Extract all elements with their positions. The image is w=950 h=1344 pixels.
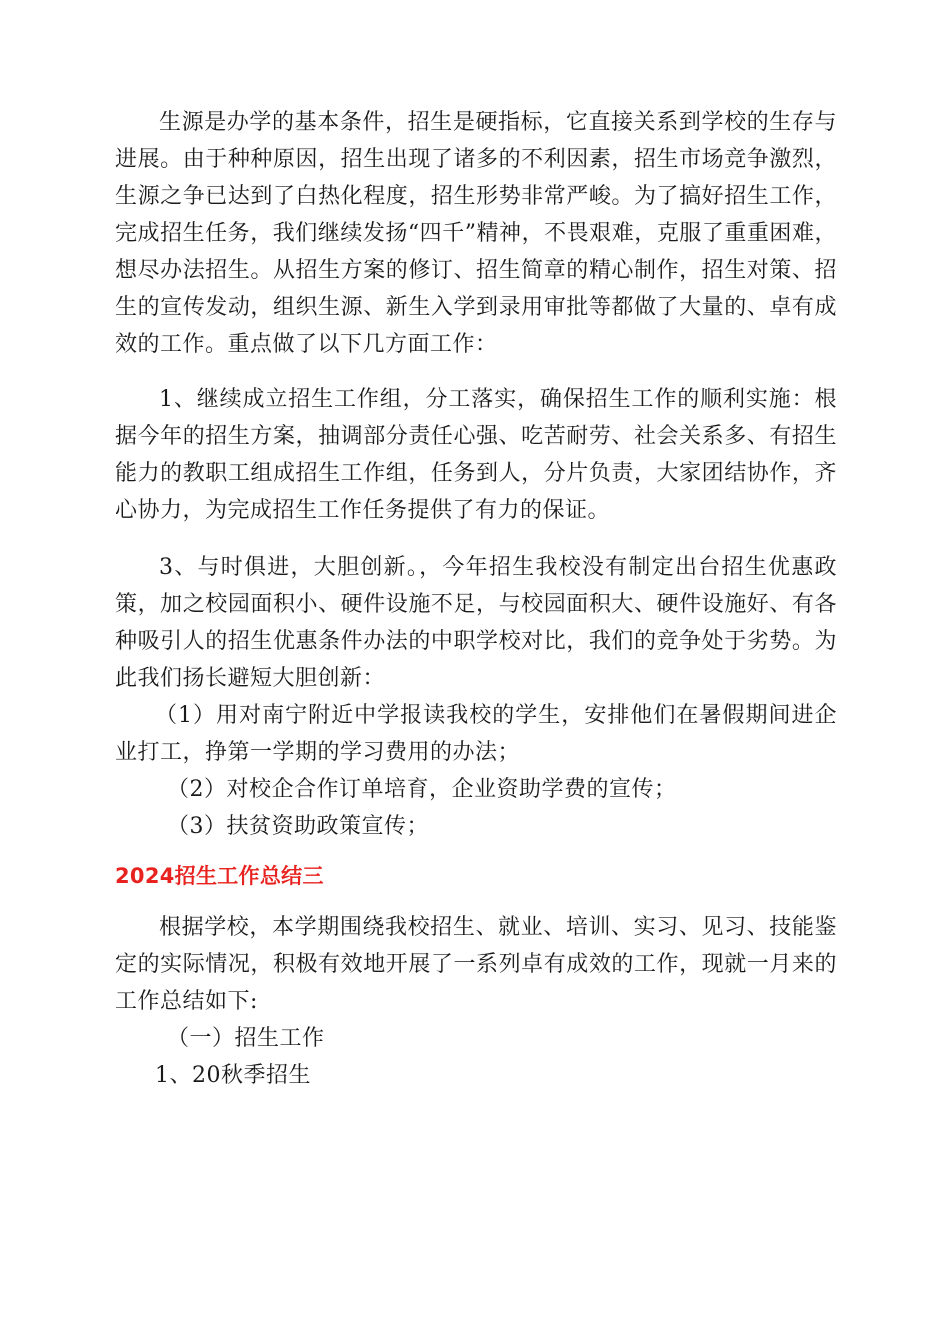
paragraph-item-3: 3、与时俱进，大胆创新。，今年招生我校没有制定出台招生优惠政策，加之校园面积小、硬件设施不足，与校园面积大、硬件设施好、有各种吸引人的招生优惠条件办法的中职学校对比，我们的竞争处于劣势。为此我们扬长避短大胆创新：: [115, 555, 837, 691]
intro-paragraph: 生源是办学的基本条件，招生是硬指标，它直接关系到学校的生存与进展。由于种种原因，招生出现了诸多的不利因素，招生市场竞争激烈，生源之争已达到了白热化程度，招生形势非常严峻。为了搞好招生工作，完成招生任务，我们继续发扬“四千”精神，不畏艰难，克服了重重困难，想尽办法招生。从招生方案的修订、招生简章的精心制作，招生对策、招生的宣传发动，组织生源、新生入学到录用审批等都做了大量的、卓有成效的工作。重点做了以下几方面工作：: [115, 110, 837, 357]
document-page: [115, 104, 837, 1094]
list-item-1: （1）用对南宁附近中学报读我校的学生，安排他们在暑假期间进企业打工，挣第一学期的学习费用的办法；: [115, 703, 837, 765]
list-item-2: （2）对校企合作订单培育，企业资助学费的宣传；: [167, 777, 677, 802]
subheading: （一）招生工作: [167, 1026, 325, 1051]
sub-item-1: 1、20秋季招生: [155, 1063, 311, 1088]
section-paragraph: 根据学校，本学期围绕我校招生、就业、培训、实习、见习、技能鉴定的实际情况，积极有效地开展了一系列卓有成效的工作，现就一月来的工作总结如下:: [115, 915, 837, 1014]
paragraph-item-1: 1、继续成立招生工作组，分工落实，确保招生工作的顺利实施：根据今年的招生方案，抽调部分责任心强、吃苦耐劳、社会关系多、有招生能力的教职工组成招生工作组，任务到人，分片负责，大家团结协作，齐心协力，为完成招生工作任务提供了有力的保证。: [115, 387, 837, 523]
list-item-3: （3）扶贫资助政策宣传；: [167, 814, 429, 839]
section-heading: 2024招生工作总结三: [115, 864, 324, 888]
